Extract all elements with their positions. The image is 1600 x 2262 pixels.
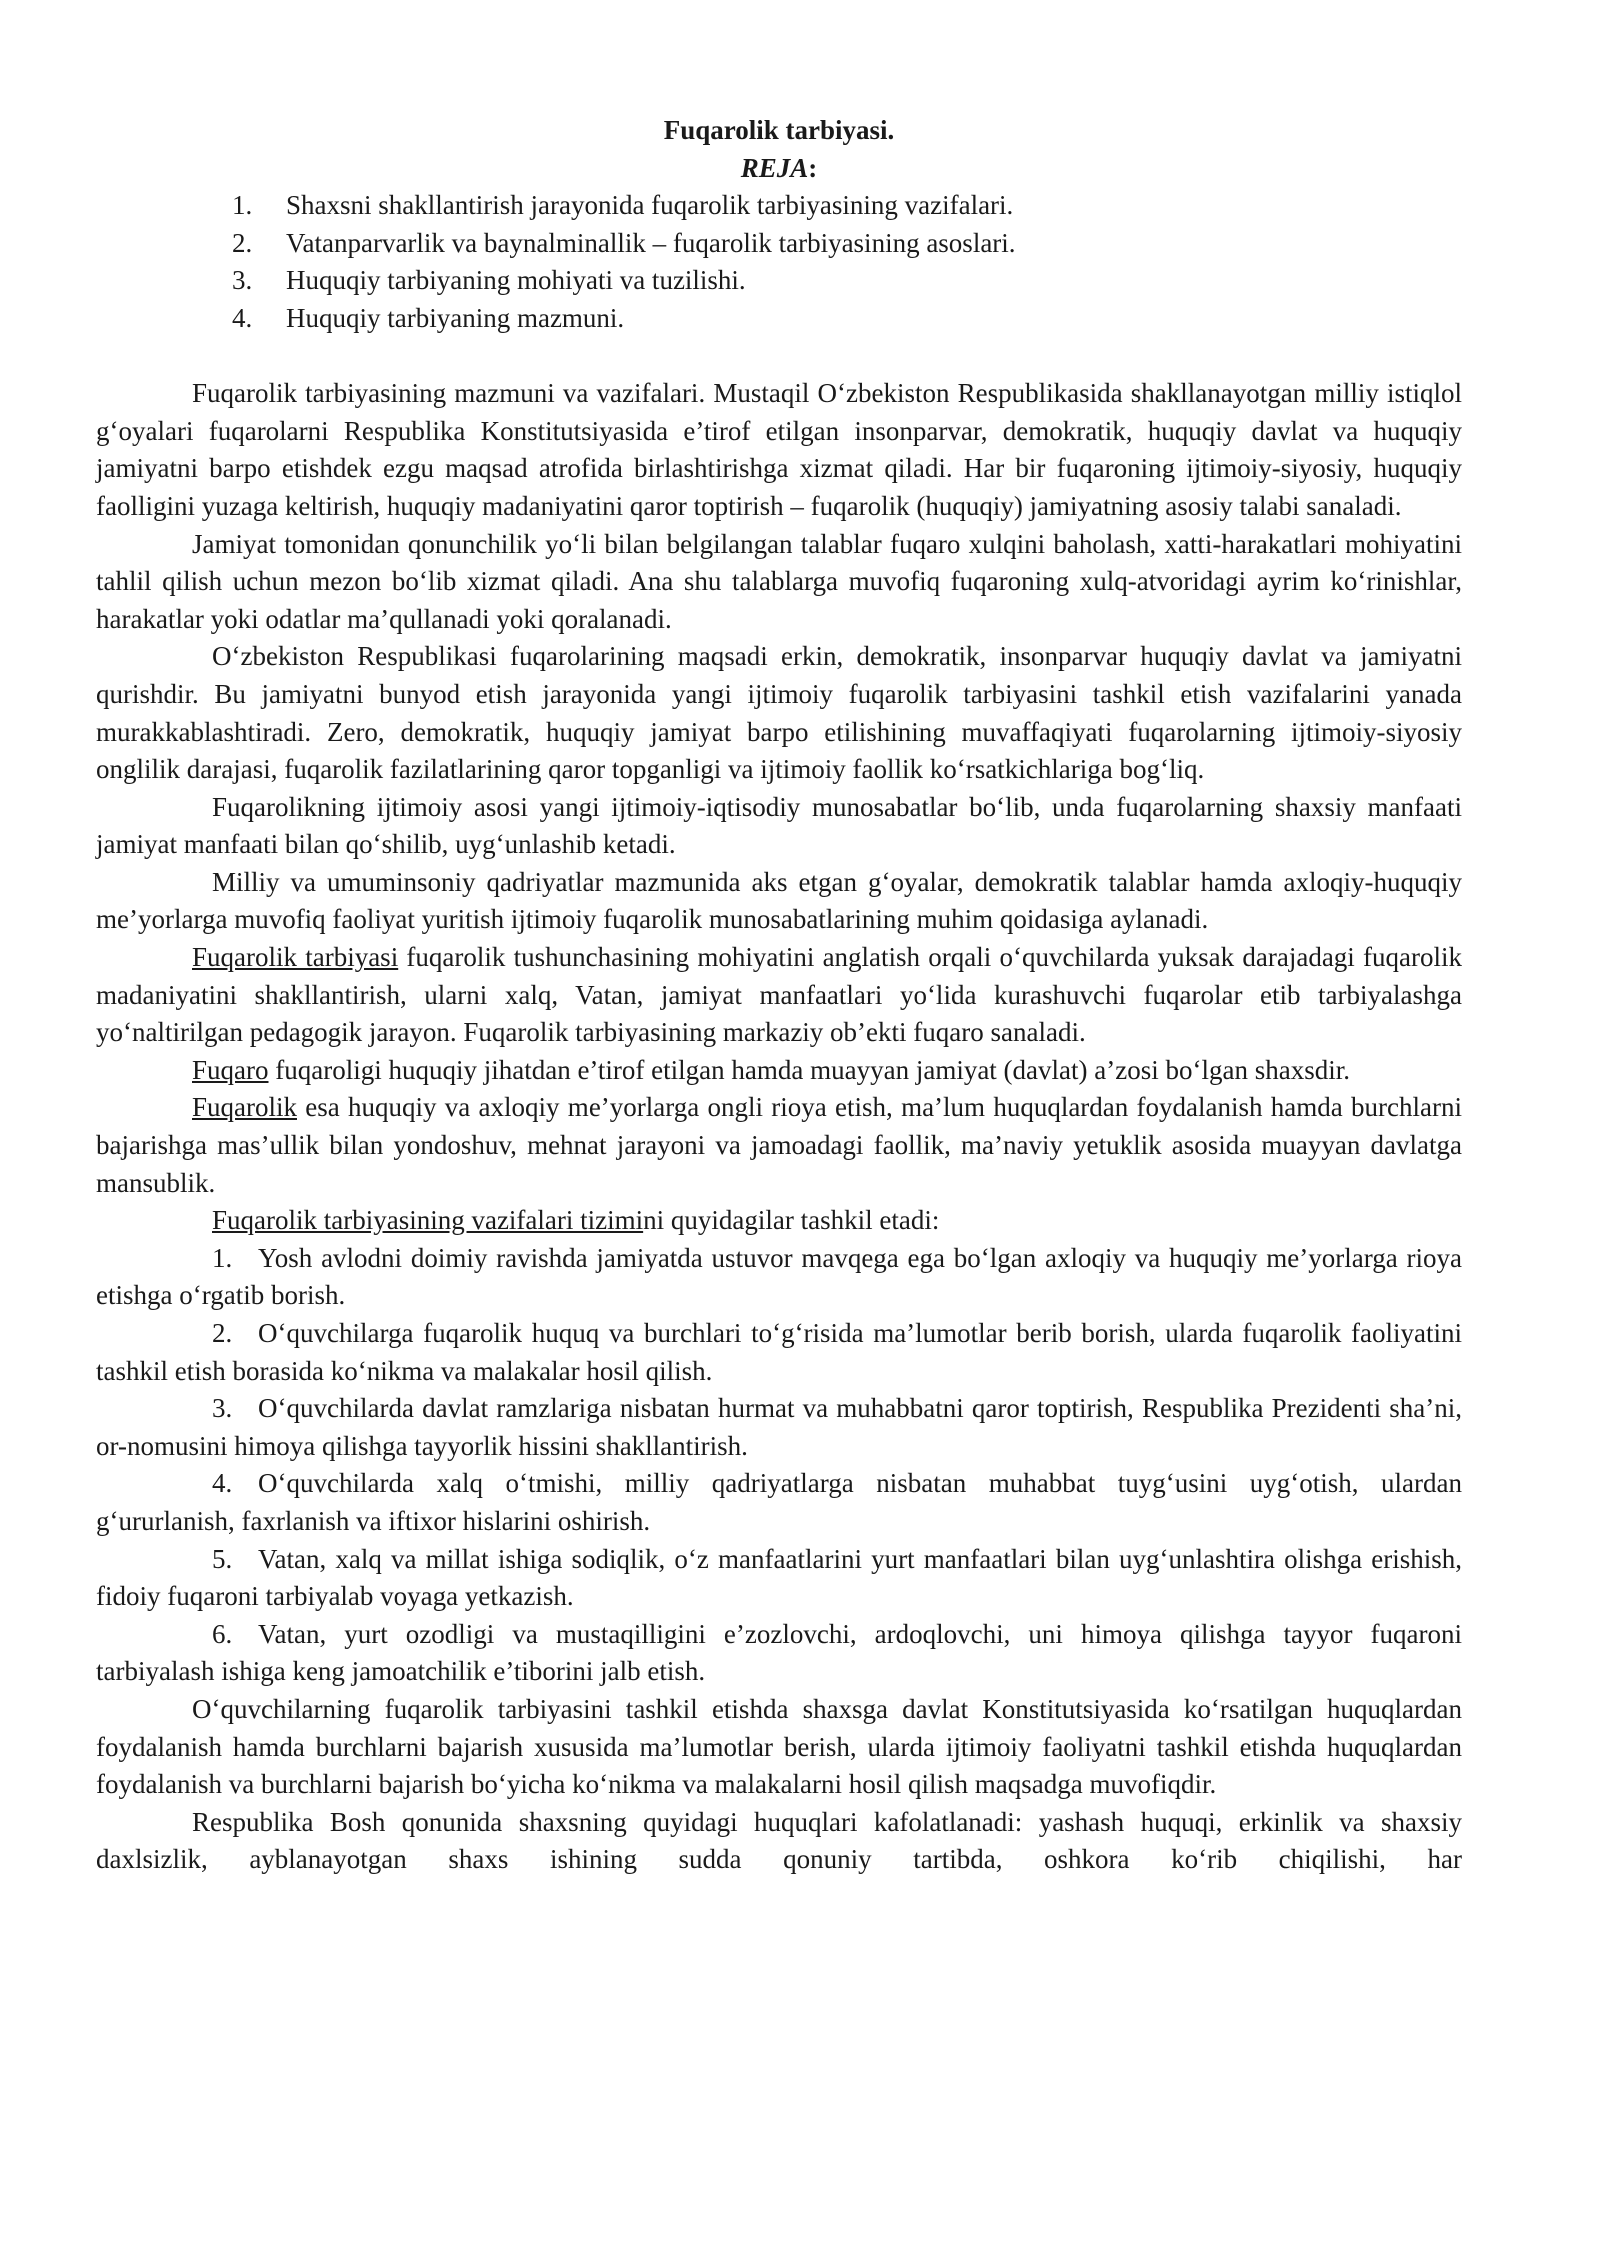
definition-text: esa huquqiy va axloqiy me’yorlarga ongli rioya etish, ma’lum huquqlardan foydalanish hamda burchlarni bajarishga mas’ullik bilan yondoshuv, mehnat jarayoni va jamoadagi faollik, ma’naviy yetuklik asosida muayyan davlatga mansublik. — [96, 1092, 1462, 1198]
definition-text: fuqaroligi huquqiy jihatdan e’tirof etilgan hamda muayyan jamiyat (davlat) a’zosi bo‘lgan shaxsdir. — [268, 1054, 1350, 1085]
task-number: 2. — [212, 1318, 233, 1348]
task-number: 3. — [212, 1393, 233, 1424]
paragraph-definition-citizen — [96, 1052, 1462, 1090]
term-citizen: Fuqaro — [192, 1054, 269, 1085]
plan-item-number: 4. — [232, 302, 253, 333]
plan-item — [96, 262, 1462, 300]
task-text: O‘quvchilarda xalq o‘tmishi, milliy qadriyatlarga nisbatan muhabbat tuyg‘usini uyg‘otish, ulardan g‘ururlanish, faxrlanish va iftixor hislarini oshirish. — [96, 1468, 1462, 1536]
paragraph-constitution-rights: Respublika Bosh qonunida shaxsning quyidagi huquqlari kafolatlanadi: yashash huquqi, erkinlik va shaxsiy daxlsizlik, ayblanayotgan shaxs ishining sudda qonuniy tartibda, oshkora ko‘rib chiqilishi, har — [96, 1806, 1462, 1875]
plan-heading-label: REJA — [740, 152, 809, 183]
task-item — [96, 1390, 1462, 1465]
term-citizenship: Fuqarolik — [192, 1092, 297, 1123]
task-number: 6. — [212, 1618, 233, 1649]
plan-item-number: 1. — [232, 190, 253, 221]
paragraph-society-requirements: Jamiyat tomonidan qonunchilik yo‘li bilan belgilangan talablar fuqaro xulqini baholash, xatti-harakatlari mohiyatini tahlil qilish uchun mezon bo‘lib xizmat qiladi. Ana shu talablarga muvofiq fuqaroning xulq-atvoridagi ayrim ko‘rinishlar, harakatlar yoki odatlar ma’qullanadi yoki qoralanadi. — [96, 528, 1462, 634]
plan-item-number: 3. — [232, 265, 253, 296]
plan-item — [96, 187, 1462, 225]
paragraph-students-education: O‘quvchilarning fuqarolik tarbiyasini tashkil etishda shaxsga davlat Konstitutsiyasida ko‘rsatilgan huquqlardan foydalanish hamda burchlarni bajarish xususida ma’lumotlar berish, ularda ijtimoiy faoliyatni tashkil etishda huquqlardan foydalanish va burchlarni bajarish bo‘yicha ko‘nikma va malakalarni hosil qilish maqsadga muvofiqdir. — [96, 1693, 1462, 1800]
plan-heading-colon: : — [808, 152, 818, 183]
paragraph-intro: Fuqarolik tarbiyasining mazmuni va vazifalari. Mustaqil O‘zbekiston Respublikasida shakllanayotgan milliy istiqlol g‘oyalari fuqarolarni Respublika Konstitutsiyasida e’tirof etilgan insonparvar, demokratik, huquqiy davlat va huquqiy jamiyatni barpo etishdek ezgu maqsad atrofida birlashtirishga xizmat qiladi. Har bir fuqaroning ijtimoiy-siyosiy, huquqiy faolligini yuzaga keltirish, huquqiy madaniyatini qaror toptirish – fuqarolik (huquqiy) jamiyatning asosiy talabi sanaladi. — [96, 378, 1462, 521]
task-item — [96, 1465, 1462, 1540]
task-number: 4. — [212, 1468, 233, 1499]
task-item — [96, 1240, 1462, 1315]
paragraph-tasks-intro — [96, 1202, 1462, 1240]
task-item — [96, 1541, 1462, 1616]
definition-text: fuqarolik tushunchasining mohiyatini anglatish orqali o‘quvchilarda yuksak darajadagi fuqarolik madaniyatini shakllantirish, ularni xalq, Vatan, jamiyat manfaatlari yo‘lida kurashuvchi fuqarolar etib tarbiyalashga yo‘naltirilgan pedagogik jarayon. Fuqarolik tarbiyasining markaziy ob’ekti fuqaro sanaladi. — [96, 942, 1463, 1048]
plan-item-text: Huquqiy tarbiyaning mohiyati va tuzilishi. — [286, 265, 746, 296]
task-item — [96, 1315, 1462, 1390]
term-civic-education: Fuqarolik tarbiyasi — [192, 942, 399, 973]
task-item — [96, 1616, 1462, 1691]
term-tasks-system: Fuqarolik tarbiyasining vazifalari tizimi — [212, 1205, 644, 1236]
document-page — [96, 112, 1462, 1879]
task-text: Vatan, yurt ozodligi va mustaqilligini e’zozlovchi, ardoqlovchi, uni himoya qilishga tayyor fuqaroni tarbiyalash ishiga keng jamoatchilik e’tiborini jalb etish. — [96, 1618, 1462, 1687]
task-text: O‘quvchilarga fuqarolik huquq va burchlari to‘g‘risida ma’lumotlar berib borish, ularda fuqarolik faoliyatini tashkil etish borasida ko‘nikma va malakalar hosil qilish. — [96, 1318, 1462, 1386]
plan-list — [96, 187, 1462, 337]
plan-item-text: Shaxsni shakllantirish jarayonida fuqarolik tarbiyasining vazifalari. — [286, 190, 1014, 221]
task-number: 1. — [212, 1242, 233, 1273]
task-text: O‘quvchilarda davlat ramzlariga nisbatan hurmat va muhabbatni qaror toptirish, Respublika Prezidenti sha’ni, or-nomusini himoya qilishga tayyorlik hissini shakllantirish. — [96, 1393, 1462, 1461]
task-text: Yosh avlodni doimiy ravishda jamiyatda ustuvor mavqega ega bo‘lgan axloqiy va huquqiy me’yorlarga rioya etishga o‘rgatib borish. — [96, 1242, 1462, 1311]
plan-item-number: 2. — [232, 227, 253, 258]
paragraph-values: Milliy va umuminsoniy qadriyatlar mazmunida aks etgan g‘oyalar, demokratik talablar hamda axloqiy-huquqiy me’yorlarga muvofiq faoliyat yuritish ijtimoiy fuqarolik munosabatlarining muhim qoidasiga aylanadi. — [96, 866, 1462, 935]
spacer — [96, 338, 1462, 376]
plan-item — [96, 300, 1462, 338]
document-title: Fuqarolik tarbiyasi. — [663, 115, 895, 145]
tasks-intro-text: ni quyidagilar tashkil etadi: — [643, 1205, 940, 1236]
paragraph-social-basis: Fuqarolikning ijtimoiy asosi yangi ijtimoiy-iqtisodiy munosabatlar bo‘lib, unda fuqarolarning shaxsiy manfaati jamiyat manfaati bilan qo‘shilib, uyg‘unlashib ketadi. — [96, 791, 1462, 860]
task-text: Vatan, xalq va millat ishiga sodiqlik, o‘z manfaatlarini yurt manfaatlari bilan uyg‘unlashtira olishga erishish, fidoiy fuqaroni tarbiyalab voyaga yetkazish. — [96, 1543, 1462, 1612]
plan-heading — [96, 150, 1462, 188]
paragraph-citizens-goal: O‘zbekiston Respublikasi fuqarolarining maqsadi erkin, demokratik, insonparvar huquqiy davlat va jamiyatni qurishdir. Bu jamiyatni bunyod etish jarayonida yangi ijtimoiy fuqarolik tarbiyasini tashkil etish vazifalarini yanada murakkablashtiradi. Zero, demokratik, huquqiy jamiyat barpo etilishining muvaffaqiyati fuqarolarning ijtimoiy-siyosiy onglilik darajasi, fuqarolik fazilatlarining qaror topganligi va ijtimoiy faollik ko‘rsatkichlariga bog‘liq. — [96, 641, 1462, 785]
paragraph-definition-civic-education — [96, 939, 1462, 1052]
plan-item-text: Huquqiy tarbiyaning mazmuni. — [286, 302, 625, 333]
paragraph-definition-citizenship — [96, 1089, 1462, 1202]
task-number: 5. — [212, 1543, 233, 1574]
plan-item — [96, 225, 1462, 263]
plan-item-text: Vatanparvarlik va baynalminallik – fuqarolik tarbiyasining asoslari. — [286, 227, 1016, 258]
